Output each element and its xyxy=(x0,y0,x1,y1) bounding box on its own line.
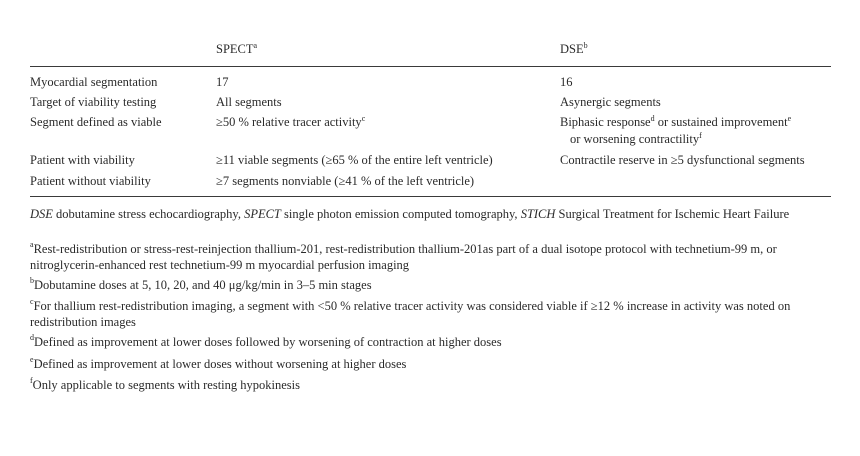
row-label: Target of viability testing xyxy=(30,95,157,109)
header-spect xyxy=(216,41,257,57)
dse-cell-continuation xyxy=(570,131,702,147)
abbrev-definition: dobutamine stress echocardiography, xyxy=(52,207,245,221)
dse-cell-text: or worsening contractility xyxy=(570,132,700,146)
dse-cell: 16 xyxy=(560,75,573,89)
header-spect-text: SPECT xyxy=(216,42,254,56)
dse-cell xyxy=(560,114,791,130)
header-spect-footnote-mark: a xyxy=(253,41,258,50)
footnote-mark: f xyxy=(699,131,702,140)
dse-cell: Asynergic segments xyxy=(560,95,661,109)
dse-cell-text: or sustained improvement xyxy=(654,115,788,129)
header-dse xyxy=(560,41,588,57)
spect-cell xyxy=(216,114,365,130)
footnote-mark: e xyxy=(30,355,34,364)
abbrev-term: STICH xyxy=(520,207,556,221)
footnote-c xyxy=(30,298,830,330)
abbreviations-note xyxy=(30,206,830,222)
header-dse-text: DSE xyxy=(560,42,584,56)
footnote-text: Defined as improvement at lower doses without worsening at higher doses xyxy=(33,357,407,371)
footnote-e xyxy=(30,356,830,372)
row-label: Segment defined as viable xyxy=(30,115,162,129)
abbrev-definition: single photon emission computed tomography, xyxy=(280,207,521,221)
row-label: Patient with viability xyxy=(30,153,135,167)
footnote-mark: d xyxy=(30,333,34,342)
footnote-text: Only applicable to segments with resting hypokinesis xyxy=(32,378,300,392)
spect-cell: 17 xyxy=(216,75,229,89)
footnote-mark: a xyxy=(30,240,34,249)
footnote-f xyxy=(30,377,830,393)
abbrev-term: SPECT xyxy=(244,207,281,221)
footnote-text: Dobutamine doses at 5, 10, 20, and 40 μg/kg/min in 3–5 min stages xyxy=(34,278,372,292)
spect-cell: ≥11 viable segments (≥65 % of the entire left ventricle) xyxy=(216,153,493,167)
footnote-mark: f xyxy=(30,376,33,385)
footnote-b xyxy=(30,277,830,293)
row-label: Patient without viability xyxy=(30,174,151,188)
abbrev-definition: Surgical Treatment for Ischemic Heart Failure xyxy=(555,207,790,221)
dse-cell: Contractile reserve in ≥5 dysfunctional segments xyxy=(560,153,805,167)
footnote-d xyxy=(30,334,830,350)
header-dse-footnote-mark: b xyxy=(583,41,588,50)
dse-cell-text: Biphasic response xyxy=(560,115,651,129)
footnote-a xyxy=(30,241,830,273)
spect-cell: ≥7 segments nonviable (≥41 % of the left ventricle) xyxy=(216,174,475,188)
footnote-mark: c xyxy=(361,114,366,123)
footnote-text: Defined as improvement at lower doses followed by worsening of contraction at higher doses xyxy=(34,335,502,349)
footnote-text: Rest-redistribution or stress-rest-reinjection thallium-201, rest-redistribution thallium-201as part of a dual isotope protocol with technetium-99 m, or nitroglycerin-enhanced rest technetium-99 m myocardial perfusion imaging xyxy=(30,242,777,272)
header-rule xyxy=(30,66,831,67)
footnote-mark: e xyxy=(787,114,792,123)
spect-cell-text: ≥50 % relative tracer activity xyxy=(216,115,362,129)
footnote-mark: b xyxy=(30,276,34,285)
abbrev-term: DSE xyxy=(30,207,53,221)
spect-cell: All segments xyxy=(216,95,282,109)
footnote-text: For thallium rest-redistribution imaging, a segment with <50 % relative tracer activity was considered viable if ≥12 % increase in activity was noted on redistribution images xyxy=(30,299,791,329)
table-bottom-rule xyxy=(30,196,831,197)
footnote-mark: d xyxy=(650,114,655,123)
footnote-mark: c xyxy=(30,297,34,306)
row-label: Myocardial segmentation xyxy=(30,75,158,89)
